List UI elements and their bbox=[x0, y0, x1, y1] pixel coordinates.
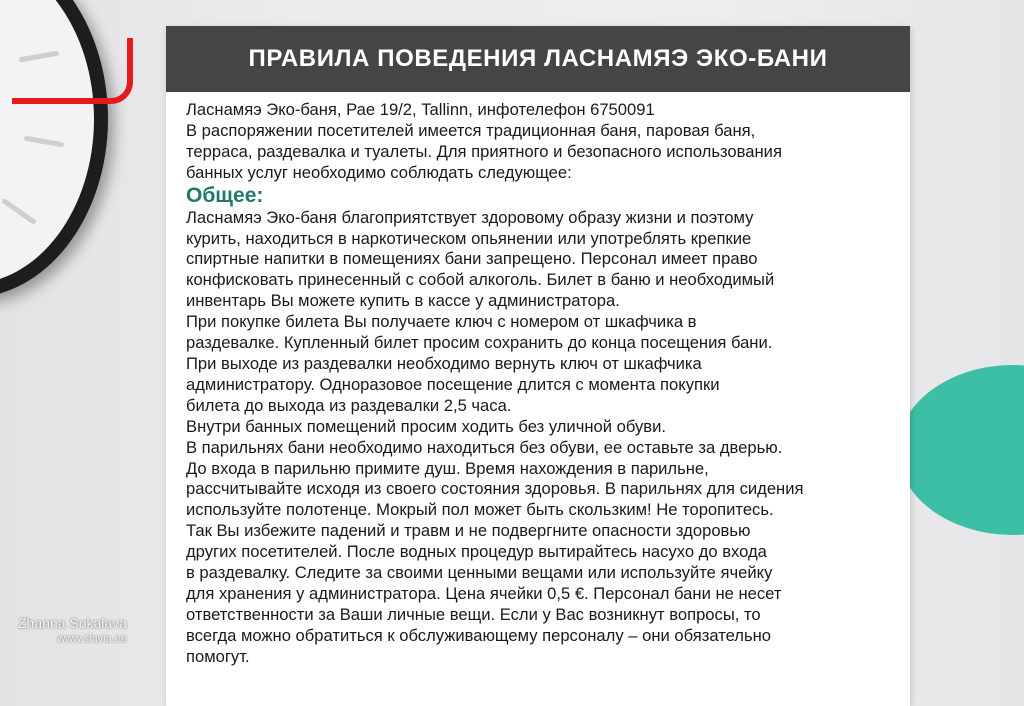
intro-line: Ласнамяэ Эко-баня, Рае 19/2, Tallinn, инфотелефон 6750091 bbox=[186, 100, 890, 121]
body-line: инвентарь Вы можете купить в кассе у администратора. bbox=[186, 291, 890, 312]
intro-line: В распоряжении посетителей имеется традиционная баня, паровая баня, bbox=[186, 121, 890, 142]
sign-body bbox=[166, 92, 910, 668]
intro-line: терраса, раздевалка и туалеты. Для приятного и безопасного использования bbox=[186, 142, 890, 163]
clock-second-hand bbox=[12, 38, 133, 104]
body-line: При покупке билета Вы получаете ключ с номером от шкафчика в bbox=[186, 312, 890, 333]
body-line: в раздевалку. Следите за своими ценными вещами или используйте ячейку bbox=[186, 563, 890, 584]
body-line: помогут. bbox=[186, 647, 890, 668]
body-line: для хранения у администратора. Цена ячейки 0,5 €. Персонал бани не несет bbox=[186, 584, 890, 605]
body-line: ответственности за Ваши личные вещи. Если у Вас возникнут вопросы, то bbox=[186, 605, 890, 626]
intro-line: банных услуг необходимо соблюдать следующее: bbox=[186, 163, 890, 184]
body-line: Внутри банных помещений просим ходить без уличной обуви. bbox=[186, 417, 890, 438]
body-line: рассчитывайте исходя из своего состояния здоровья. В парильнях для сидения bbox=[186, 479, 890, 500]
body-line: других посетителей. После водных процедур вытирайтесь насухо до входа bbox=[186, 542, 890, 563]
sign-title: ПРАВИЛА ПОВЕДЕНИЯ ЛАСНАМЯЭ ЭКО-БАНИ bbox=[249, 45, 828, 73]
photo-watermark bbox=[18, 615, 127, 645]
body-line: всегда можно обратиться к обслуживающему персоналу – они обязательно bbox=[186, 626, 890, 647]
body-line: раздевалке. Купленный билет просим сохранить до конца посещения бани. bbox=[186, 333, 890, 354]
body-line: курить, находиться в наркотическом опьянении или употреблять крепкие bbox=[186, 229, 890, 250]
body-line: При выходе из раздевалки необходимо вернуть ключ от шкафчика bbox=[186, 354, 890, 375]
clock-tick bbox=[24, 136, 64, 148]
body-line: До входа в парильню примите душ. Время нахождения в парильне, bbox=[186, 459, 890, 480]
body-line: конфисковать принесенный с собой алкоголь. Билет в баню и необходимый bbox=[186, 270, 890, 291]
sign-header bbox=[166, 26, 910, 92]
body-line: используйте полотенце. Мокрый пол может быть скользким! Не торопитесь. bbox=[186, 500, 890, 521]
teal-wall-circle bbox=[898, 365, 1024, 535]
body-line: В парильнях бани необходимо находиться без обуви, ее оставьте за дверью. bbox=[186, 438, 890, 459]
body-line: спиртные напитки в помещениях бани запрещено. Персонал имеет право bbox=[186, 249, 890, 270]
body-line: Так Вы избежите падений и травм и не подвергните опасности здоровью bbox=[186, 521, 890, 542]
body-line: Ласнамяэ Эко-баня благоприятствует здоровому образу жизни и поэтому bbox=[186, 208, 890, 229]
body-line: билета до выхода из раздевалки 2,5 часа. bbox=[186, 396, 890, 417]
watermark-author: Zhanna Sokalava bbox=[18, 615, 127, 631]
section-heading: Общее: bbox=[186, 184, 890, 208]
rules-sign bbox=[166, 26, 910, 706]
clock-tick bbox=[1, 198, 37, 225]
watermark-site: www.slavia.ee bbox=[18, 633, 127, 645]
body-line: администратору. Одноразовое посещение длится с момента покупки bbox=[186, 375, 890, 396]
